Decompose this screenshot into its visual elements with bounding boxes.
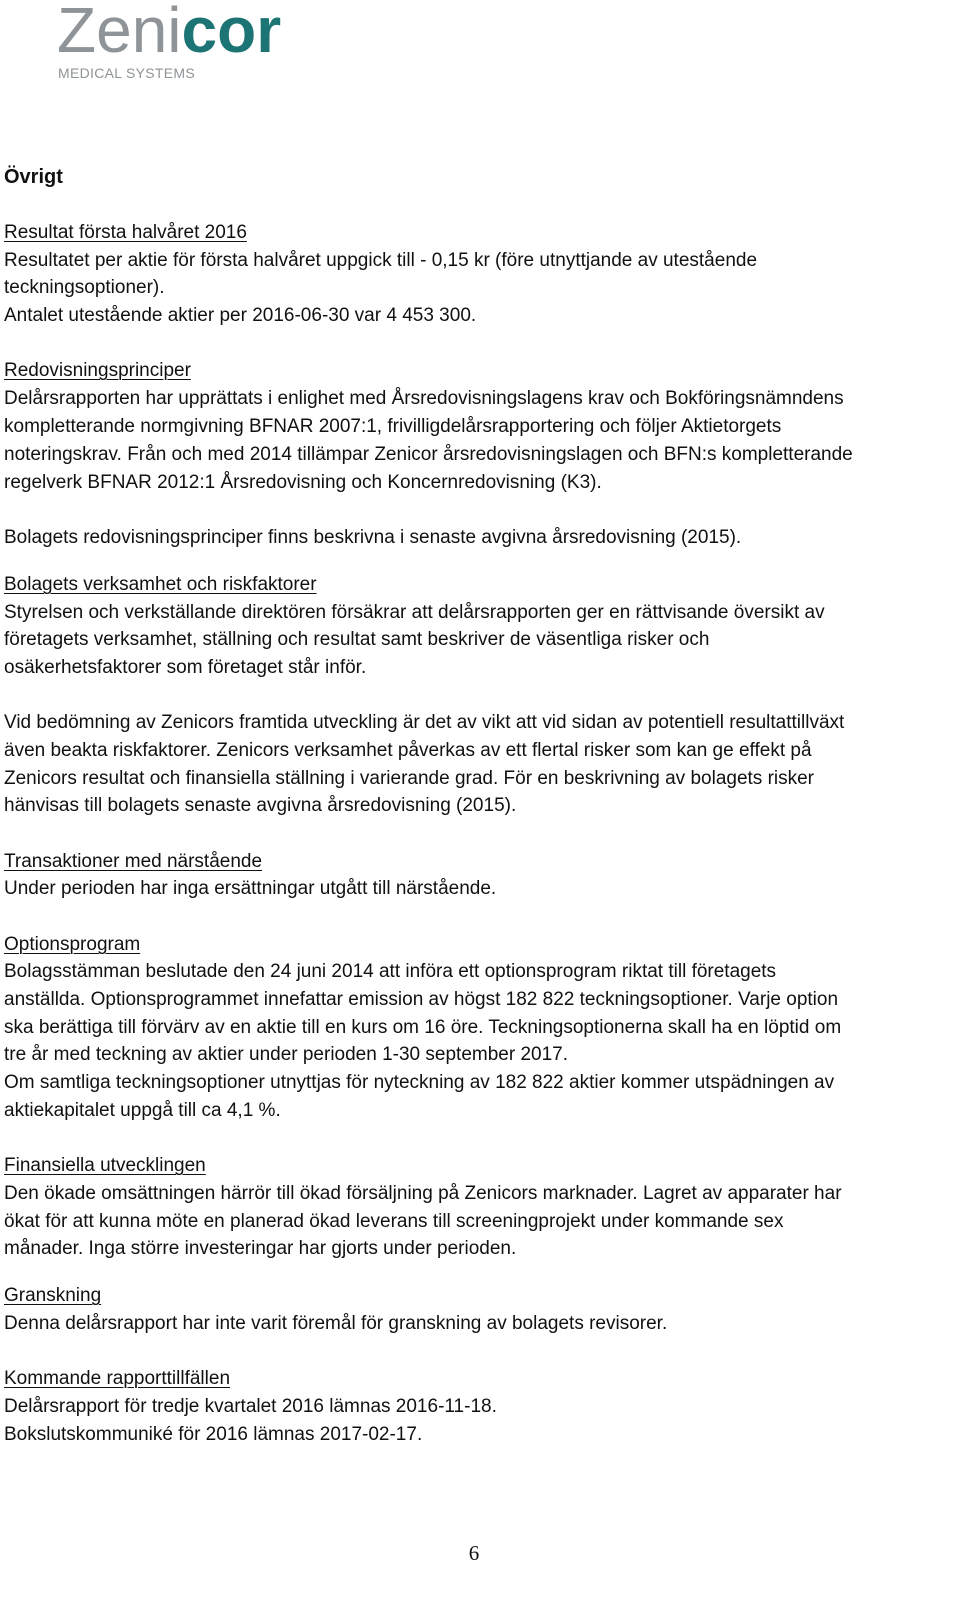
paragraph-line: hänvisas till bolagets senaste avgivna årsredovisning (2015). — [4, 795, 517, 816]
paragraph-line: Vid bedömning av Zenicors framtida utveckling är det av vikt att vid sidan av potentiell resultattillväxt — [4, 712, 845, 733]
paragraph-line: teckningsoptioner). — [4, 277, 165, 298]
company-logo — [57, 0, 317, 90]
page-heading: Övrigt — [4, 166, 63, 188]
paragraph-line: Zenicors resultat och finansiella ställning i varierande grad. För en beskrivning av bolagets risker — [4, 768, 815, 789]
paragraph-line: Under perioden har inga ersättningar utgått till närstående. — [4, 878, 497, 899]
paragraph-line: kompletterande normgivning BFNAR 2007:1, frivilligdelårsrapportering och följer Aktietorgets — [4, 416, 782, 437]
page-number: 6 — [468, 1541, 480, 1565]
paragraph-line: Om samtliga teckningsoptioner utnyttjas för nyteckning av 182 822 aktier kommer utspädningen av — [4, 1072, 835, 1093]
section-title-granskning: Granskning — [4, 1285, 102, 1306]
paragraph-line: Antalet utestående aktier per 2016-06-30 var 4 453 300. — [4, 305, 477, 326]
paragraph-line: Bolagsstämman beslutade den 24 juni 2014 att införa ett optionsprogram riktat till företagets — [4, 961, 777, 982]
paragraph-line: anställda. Optionsprogrammet innefattar emission av högst 182 822 teckningsoptioner. Varje option — [4, 989, 839, 1010]
paragraph-line: Resultatet per aktie för första halvåret uppgick till - 0,15 kr (före utnyttjande av utestående — [4, 250, 758, 271]
section-title-kommande: Kommande rapporttillfällen — [4, 1368, 231, 1389]
paragraph-line: tre år med teckning av aktier under perioden 1-30 september 2017. — [4, 1044, 568, 1065]
paragraph-line: Delårsrapport för tredje kvartalet 2016 lämnas 2016-11-18. — [4, 1396, 497, 1417]
logo-word-light: Zeni — [57, 0, 182, 66]
section-title-finansiell: Finansiella utvecklingen — [4, 1155, 206, 1176]
paragraph-line: aktiekapitalet uppgå till ca 4,1 %. — [4, 1100, 281, 1121]
paragraph-line: Den ökade omsättningen härrör till ökad försäljning på Zenicors marknader. Lagret av apparater har — [4, 1183, 842, 1204]
paragraph-line: Delårsrapporten har upprättats i enlighet med Årsredovisningslagens krav och Bokföringsnämndens — [4, 388, 844, 409]
section-title-options: Optionsprogram — [4, 934, 141, 955]
logo-subtitle: MEDICAL SYSTEMS — [58, 65, 196, 81]
logo-wordmark — [57, 0, 281, 64]
paragraph-line: Bolagets redovisningsprinciper finns beskrivna i senaste avgivna årsredovisning (2015). — [4, 527, 742, 548]
section-title-resultat: Resultat första halvåret 2016 — [4, 222, 247, 243]
paragraph-line: Denna delårsrapport har inte varit föremål för granskning av bolagets revisorer. — [4, 1313, 668, 1334]
paragraph-line: osäkerhetsfaktorer som företaget står inför. — [4, 657, 367, 678]
section-title-transaktioner: Transaktioner med närstående — [4, 851, 263, 872]
section-title-risk: Bolagets verksamhet och riskfaktorer — [4, 574, 317, 595]
paragraph-line: Bokslutskommuniké för 2016 lämnas 2017-02-17. — [4, 1424, 423, 1445]
paragraph-line: månader. Inga större investeringar har gjorts under perioden. — [4, 1238, 517, 1259]
paragraph-line: ska berättiga till förvärv av en aktie till en kurs om 16 öre. Teckningsoptionerna skall ha en löptid om — [4, 1017, 842, 1038]
paragraph-line: ökat för att kunna möte en planerad ökad leverans till screeningprojekt under kommande sex — [4, 1211, 784, 1232]
paragraph-line: regelverk BFNAR 2012:1 Årsredovisning och Koncernredovisning (K3). — [4, 472, 602, 493]
paragraph-line: även beakta riskfaktorer. Zenicors verksamhet påverkas av ett flertal risker som kan ge effekt på — [4, 740, 812, 761]
paragraph-line: noteringskrav. Från och med 2014 tillämpar Zenicor årsredovisningslagen och BFN:s kompletterande — [4, 444, 853, 465]
section-title-redovisning: Redovisningsprinciper — [4, 360, 191, 381]
paragraph-line: företagets verksamhet, ställning och resultat samt beskriver de väsentliga risker och — [4, 629, 710, 650]
logo-word-bold: cor — [181, 0, 282, 66]
paragraph-line: Styrelsen och verkställande direktören försäkrar att delårsrapporten ger en rättvisande översikt av — [4, 602, 825, 623]
